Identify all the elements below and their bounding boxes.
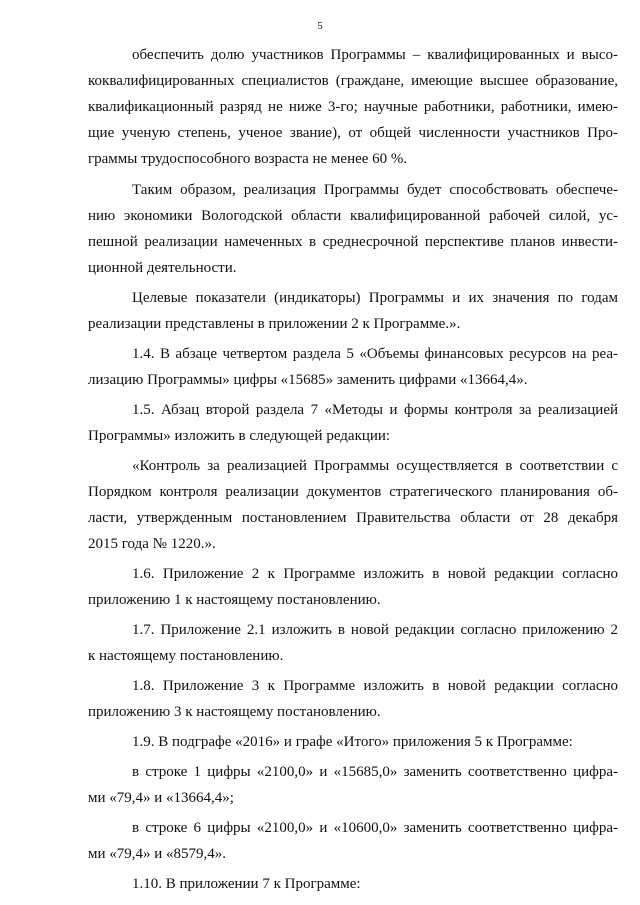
text-line: Порядком контроля реализации документов стратегического планирования об- [88,484,618,500]
text-line: 1.4. В абзаце четвертом раздела 5 «Объемы финансовых ресурсов на реа- [132,346,618,362]
text-line: ми «79,4» и «13664,4»; [88,790,234,806]
text-line: 1.5. Абзац второй раздела 7 «Методы и формы контроля за реализацией [132,402,618,418]
text-line: 2015 года № 1220.». [88,536,216,552]
text-line: приложению 3 к настоящему постановлению. [88,704,381,720]
text-line: 1.6. Приложение 2 к Программе изложить в новой редакции согласно [132,566,618,582]
text-line: в строке 6 цифры «2100,0» и «10600,0» заменить соответственно цифра- [132,820,618,836]
text-line: реализации представлены в приложении 2 к Программе.». [88,316,461,332]
text-line: 1.10. В приложении 7 к Программе: [132,876,361,892]
text-line: пешной реализации намеченных в среднесрочной перспективе планов инвести- [88,234,618,250]
text-line: Таким образом, реализация Программы будет способствовать обеспече- [132,182,618,198]
text-line: квалификационный разряд не ниже 3-го; научные работники, работники, имею- [88,99,618,115]
text-line: Целевые показатели (индикаторы) Программы и их значения по годам [132,290,618,306]
text-line: обеспечить долю участников Программы – квалифицированных и высо- [132,47,618,63]
text-line: 1.9. В подграфе «2016» и графе «Итого» приложения 5 к Программе: [132,734,573,750]
text-line: ласти, утвержденным постановлением Правительства области от 28 декабря [88,510,618,526]
text-line: лизацию Программы» цифры «15685» заменить цифрами «13664,4». [88,372,528,388]
text-line: щие ученую степень, ученое звание), от общей численности участников Про- [88,125,618,141]
text-line: нию экономики Вологодской области квалифицированной рабочей силой, ус- [88,208,618,224]
text-line: граммы трудоспособного возраста не менее 60 %. [88,151,408,167]
text-line: приложению 1 к настоящему постановлению. [88,592,381,608]
text-line: 1.8. Приложение 3 к Программе изложить в новой редакции согласно [132,678,618,694]
page-number: 5 [317,20,323,32]
text-line: Программы» изложить в следующей редакции: [88,428,391,444]
text-line: «Контроль за реализацией Программы осуществляется в соответствии с [132,458,618,474]
text-line: в строке 1 цифры «2100,0» и «15685,0» заменить соответственно цифра- [132,764,618,780]
text-line: ционной деятельности. [88,260,237,276]
text-line: ми «79,4» и «8579,4». [88,846,227,862]
text-line: к настоящему постановлению. [88,648,284,664]
text-line: коквалифицированных специалистов (граждане, имеющие высшее образование, [88,73,618,89]
text-line: 1.7. Приложение 2.1 изложить в новой редакции согласно приложению 2 [132,622,618,638]
